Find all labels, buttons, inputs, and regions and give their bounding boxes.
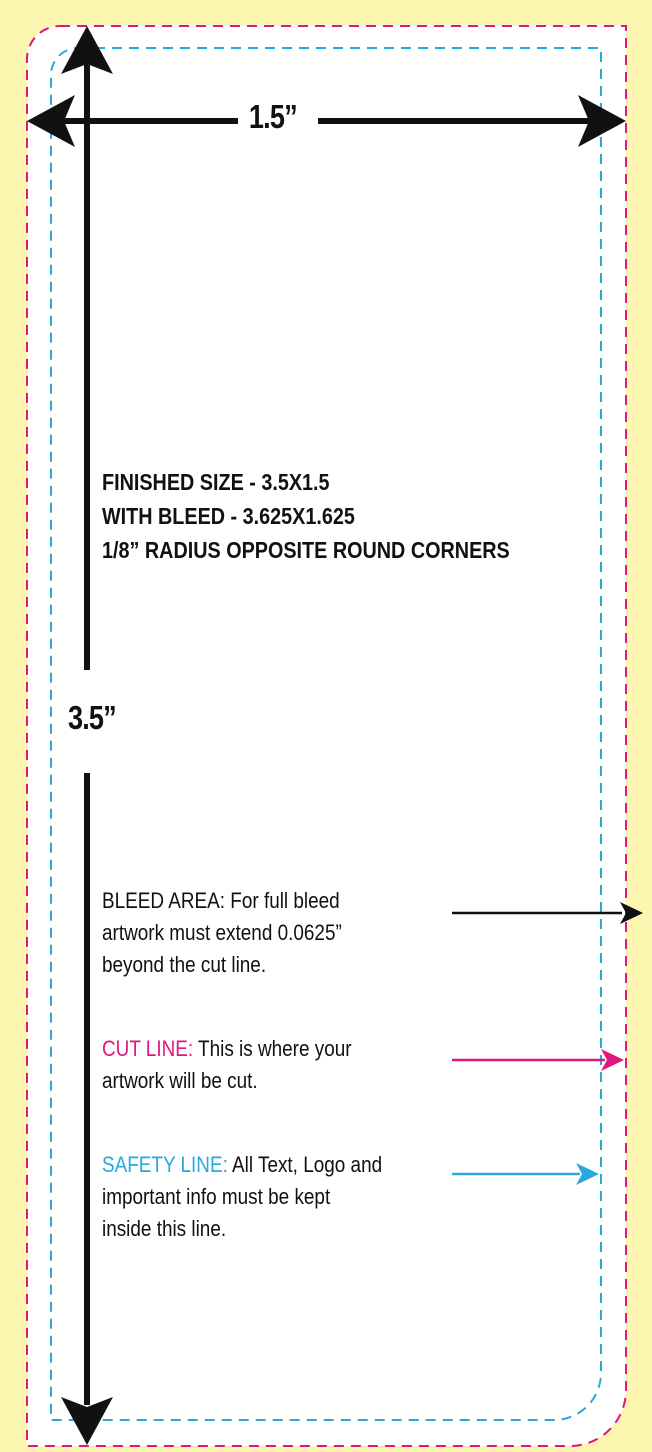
safety-label: SAFETY LINE: <box>102 1152 228 1177</box>
bleed-text-3: beyond the cut line. <box>102 952 267 977</box>
safety-text-1: All Text, Logo and <box>227 1152 383 1177</box>
bleed-label: BLEED AREA: <box>102 888 226 913</box>
spec-finished-size: FINISHED SIZE - 3.5X1.5 <box>102 469 330 495</box>
spec-with-bleed: WITH BLEED - 3.625X1.625 <box>102 503 355 529</box>
safety-note <box>102 1149 382 1245</box>
bleed-text-1: For full bleed <box>225 888 340 913</box>
spec-block <box>102 465 510 567</box>
safety-text-3: inside this line. <box>102 1216 227 1241</box>
safety-text-2: important info must be kept <box>102 1184 331 1209</box>
cut-note <box>102 1033 352 1097</box>
height-label: 3.5” <box>68 699 116 736</box>
cut-text-2: artwork will be cut. <box>102 1068 258 1093</box>
bleed-note <box>102 885 342 981</box>
spec-radius: 1/8” RADIUS OPPOSITE ROUND CORNERS <box>102 537 510 563</box>
cut-text-1: This is where your <box>193 1036 352 1061</box>
bleed-text-2: artwork must extend 0.0625” <box>102 920 342 945</box>
width-label: 1.5” <box>244 98 302 136</box>
cut-label: CUT LINE: <box>102 1036 194 1061</box>
